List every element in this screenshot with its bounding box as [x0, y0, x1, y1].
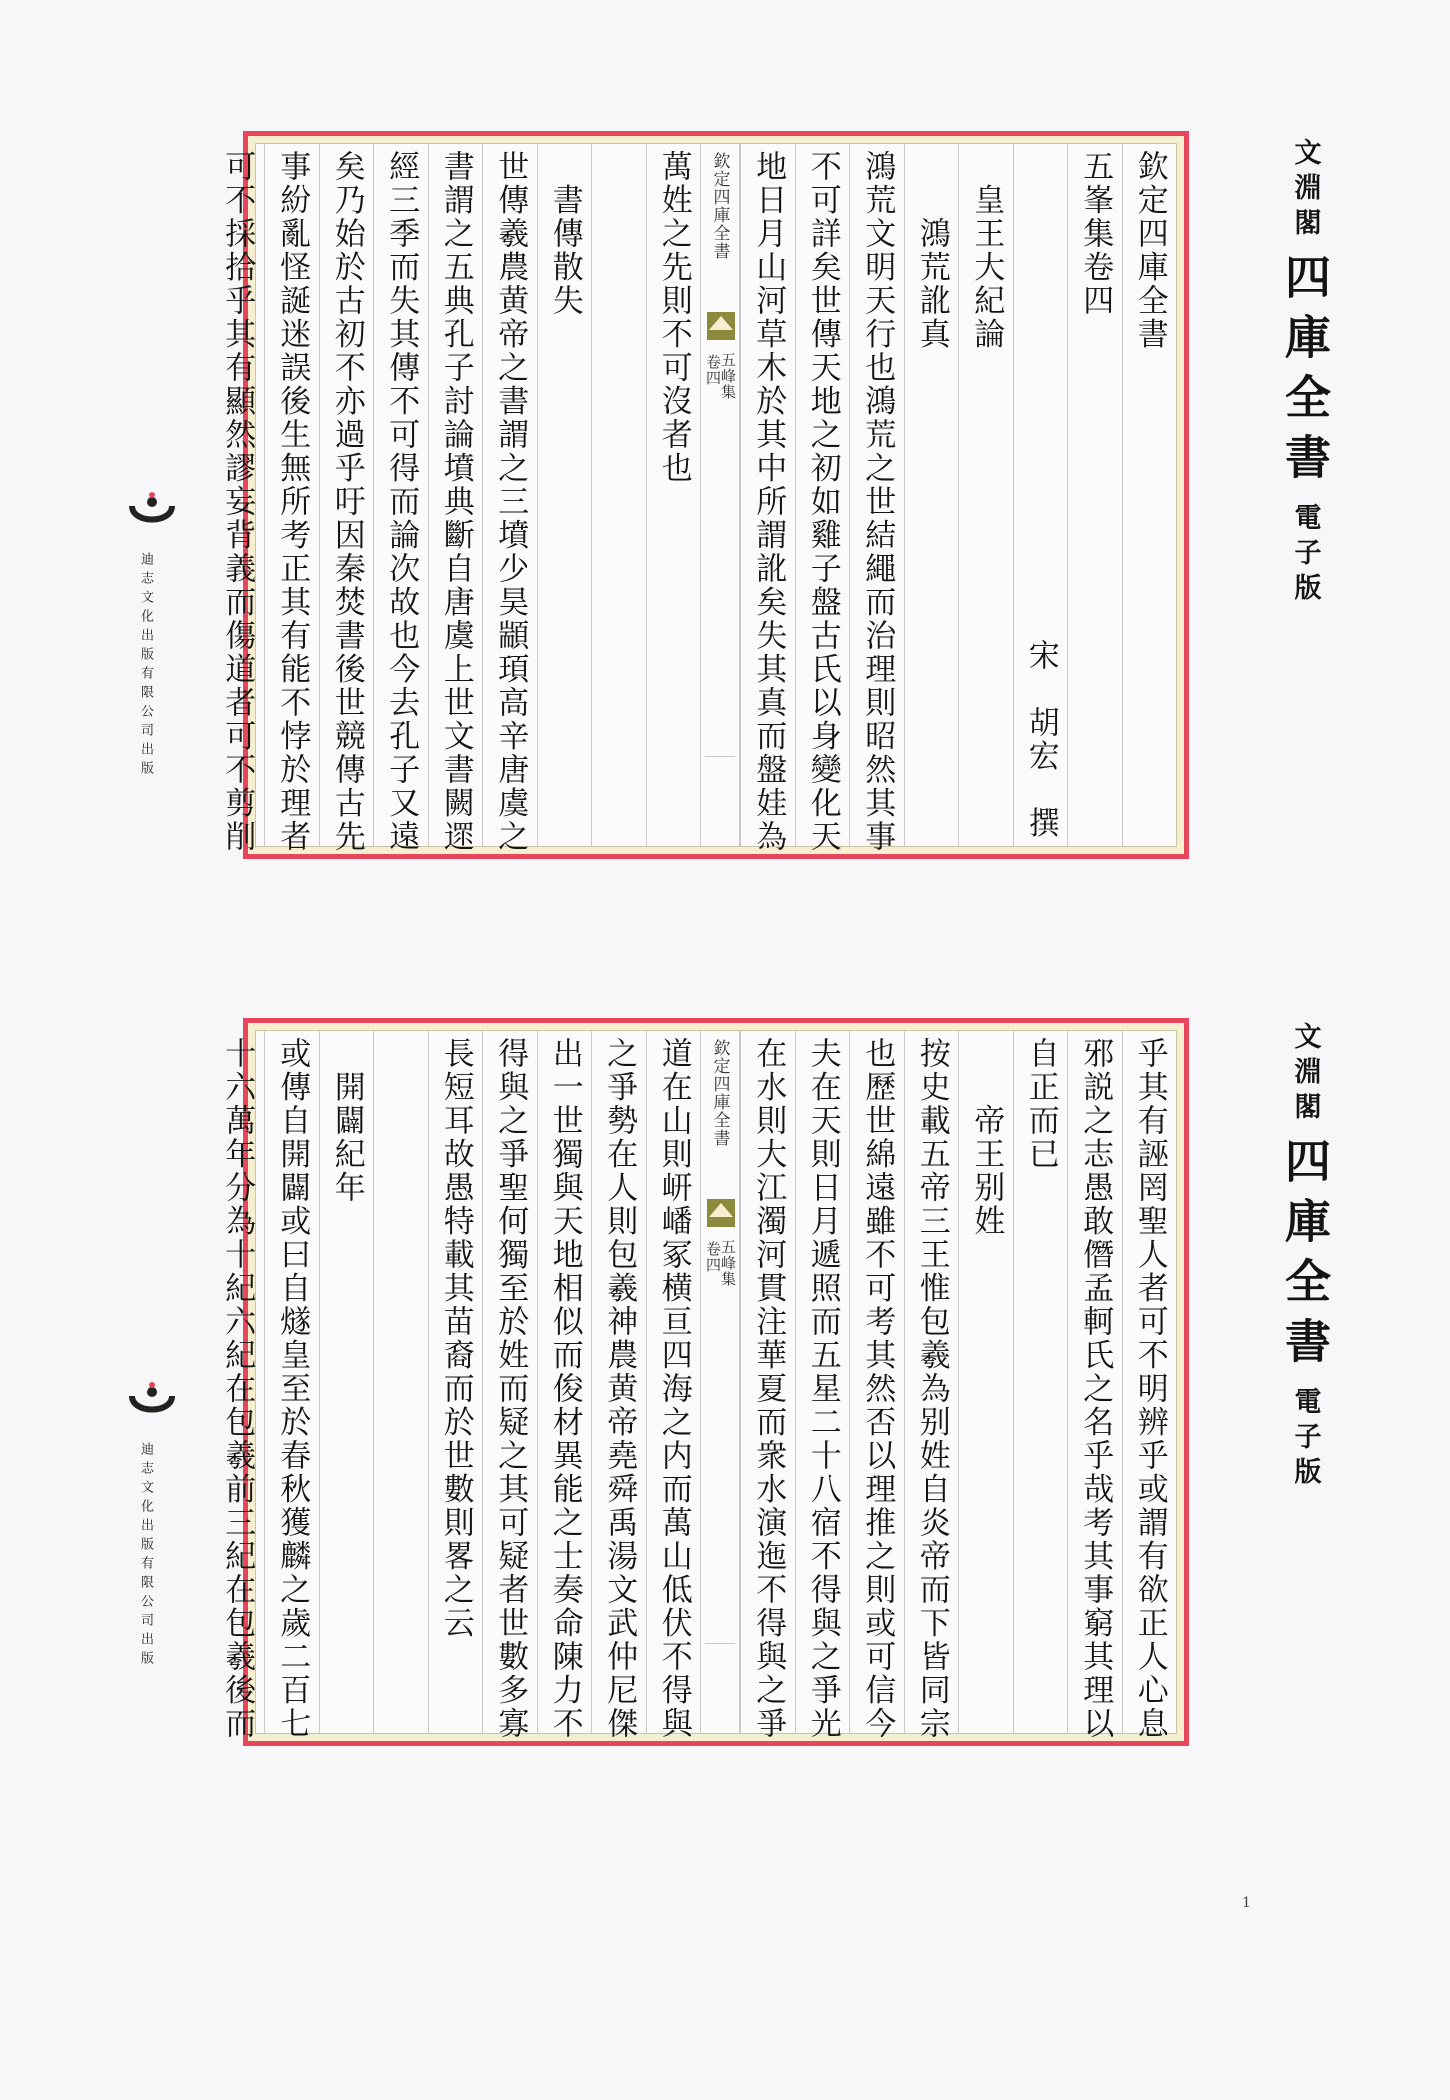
text-column: [904, 1031, 959, 1741]
brand-edition: 電子版: [1289, 503, 1321, 608]
text-column: [373, 1031, 428, 1733]
text-column: [537, 144, 592, 846]
text-column: [1013, 1031, 1068, 1733]
text-column: [1122, 144, 1177, 846]
text-column: [740, 144, 795, 854]
column-text: 書傳散失: [546, 150, 583, 318]
brand-main-title: 四庫全書: [1278, 1137, 1332, 1377]
column-text: 十六萬年分為十紀六紀在包羲前三紀在包羲後而: [219, 1037, 256, 1741]
column-text: 夫在天則日月遞照而五星二十八宿不得與之爭光: [804, 1037, 841, 1741]
brand-edition: 電子版: [1289, 1387, 1321, 1492]
column-text: 不可詳矣世傳天地之初如雞子盤古氏以身變化天: [804, 150, 841, 854]
column-text: 欽定四庫全書: [1131, 150, 1168, 351]
column-text: 得與之爭聖何獨至於姓而疑之其可疑者世數多寡: [492, 1037, 529, 1741]
column-text: 鴻荒文明天行也鴻荒之世結繩而治理則昭然其事: [859, 150, 896, 854]
publisher-logo-icon: [128, 490, 176, 532]
column-text: 乎其有誣罔聖人者可不明辨乎或謂有欲正人心息: [1131, 1037, 1168, 1741]
gutter-volume: 卷四: [704, 354, 722, 386]
column-set: [210, 144, 1177, 854]
gutter-divider: [705, 756, 735, 757]
page-spread-bottom: [0, 890, 1450, 1870]
column-text: 經三季而失其傳不可得而論次故也今去孔子又遠: [383, 150, 420, 854]
text-column: [591, 144, 646, 846]
text-column: [958, 1031, 1013, 1733]
text-column: [958, 144, 1013, 846]
column-set: [210, 1031, 1177, 1741]
text-column: [264, 1031, 319, 1741]
brand-small-title: 文淵閣: [1289, 1022, 1321, 1127]
gutter-title: 欽定四庫全書: [709, 1039, 730, 1147]
column-text: 道在山則岍嶓冢横亘四海之内而萬山低伏不得與: [655, 1037, 692, 1741]
text-column: [795, 1031, 850, 1741]
page-frame: [219, 131, 1189, 859]
brand-logo: [1260, 138, 1350, 612]
gutter-title: 欽定四庫全書: [709, 152, 730, 260]
text-column: [210, 144, 265, 854]
text-column: [1067, 144, 1122, 846]
column-text: 或傳自開闢或曰自燧皇至於春秋獲麟之歲二百七: [274, 1037, 311, 1741]
text-column: [482, 144, 537, 854]
gutter-divider: [705, 1643, 735, 1644]
column-text: 皇王大紀論: [968, 150, 1005, 351]
column-text: 矣乃始於古初不亦過乎吁因秦焚書後世競傳古先: [328, 150, 365, 854]
page-frame: [219, 1018, 1189, 1746]
page-gutter: [700, 144, 740, 846]
publisher-name: 迪志文化出版有限公司出版: [138, 552, 153, 780]
publisher-name: 迪志文化出版有限公司出版: [138, 1442, 153, 1670]
text-column: [1013, 144, 1068, 846]
text-column: [1067, 1031, 1122, 1741]
text-column: [210, 1031, 265, 1741]
text-column: [1122, 1031, 1177, 1741]
column-text: 世傳羲農黄帝之書謂之三墳少昊顓頊高辛唐虞之: [492, 150, 529, 854]
column-text: 地日月山河草木於其中所謂訛矣失其真而盤娃為: [750, 150, 787, 854]
brand-logo: [1260, 1022, 1350, 1496]
gutter-volume: 卷四: [704, 1241, 722, 1273]
text-column: [646, 144, 701, 846]
author-line: 宋 胡宏 撰: [1022, 639, 1059, 840]
text-column: [849, 144, 904, 854]
column-text: 自正而已: [1022, 1037, 1059, 1171]
fish-tail-icon: [707, 1199, 735, 1227]
text-grid: [219, 143, 1177, 854]
gutter-book-name: 五峰集: [719, 1239, 737, 1287]
page-gutter: [700, 1031, 740, 1733]
page-number: 1: [1242, 1895, 1251, 1911]
text-column: [319, 144, 374, 854]
text-column: [373, 144, 428, 854]
column-text: 出一世獨與天地相似而俊材異能之士奏命陳力不: [546, 1037, 583, 1741]
brand-small-title: 文淵閣: [1289, 138, 1321, 243]
text-grid: [219, 1030, 1177, 1741]
text-column: [646, 1031, 701, 1741]
text-column: [537, 1031, 592, 1741]
column-text: 書謂之五典孔子討論墳典斷自唐虞上世文書闕遝: [437, 150, 474, 854]
column-text: 可不採拾乎其有顯然謬妄背義而傷道者可不剪削: [219, 150, 256, 854]
text-column: [795, 144, 850, 854]
gutter-book-name: 五峰集: [719, 352, 737, 400]
publisher-logo-icon: [128, 1380, 176, 1422]
column-text: 帝王别姓: [968, 1037, 1005, 1238]
column-text: 事紛亂怪誕迷誤後生無所考正其有能不悖於理者: [274, 150, 311, 854]
text-column: [319, 1031, 374, 1733]
text-column: [482, 1031, 537, 1741]
text-column: [428, 1031, 483, 1733]
text-column: [904, 144, 959, 846]
column-text: 也歷世綿遠雖不可考其然否以理推之則或可信今: [859, 1037, 896, 1741]
fish-tail-icon: [707, 312, 735, 340]
column-text: 鴻荒訛真: [913, 150, 950, 351]
text-column: [591, 1031, 646, 1741]
column-text: 之爭勢在人則包羲神農黄帝堯舜禹湯文武仲尼傑: [601, 1037, 638, 1741]
column-text: 按史載五帝三王惟包羲為别姓自炎帝而下皆同宗: [913, 1037, 950, 1741]
column-text: 五峯集卷四: [1077, 150, 1114, 318]
brand-main-title: 四庫全書: [1278, 253, 1332, 493]
column-text: 邪説之志愚敢僭孟軻氏之名乎哉考其事窮其理以: [1077, 1037, 1114, 1741]
column-text: 長短耳故愚特載其苗裔而於世數則畧之云: [437, 1037, 474, 1640]
text-column: [264, 144, 319, 854]
text-column: [740, 1031, 795, 1741]
column-text: 開闢紀年: [328, 1037, 365, 1205]
text-column: [849, 1031, 904, 1741]
column-text: 在水則大江濁河貫注華夏而衆水演迤不得與之爭: [750, 1037, 787, 1741]
text-column: [428, 144, 483, 854]
page-spread-top: [0, 0, 1450, 980]
column-text: 萬姓之先則不可沒者也: [655, 150, 692, 485]
